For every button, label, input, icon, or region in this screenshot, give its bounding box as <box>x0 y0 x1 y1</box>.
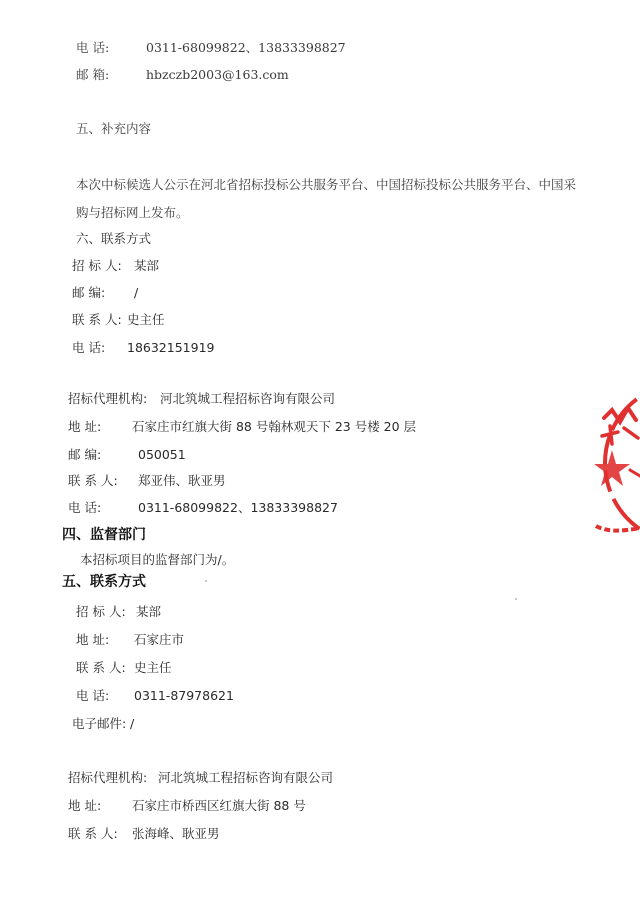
agency1-name-label: 招标代理机构: <box>68 391 148 406</box>
prev-email-row <box>76 67 289 83</box>
agency2-address-row <box>68 798 306 814</box>
agency1-address-value: 石家庄市红旗大街 88 号翰林观天下 23 号楼 20 层 <box>132 419 417 434</box>
contact6-person-row <box>72 312 165 328</box>
agency1-address-label: 地 址: <box>68 419 102 434</box>
agency1-contact-value: 郑亚伟、耿亚男 <box>138 473 226 488</box>
contact5-email-label: 电子邮件: <box>72 716 127 731</box>
contact6-person-label: 联 系 人: <box>72 312 122 327</box>
agency1-postcode-row <box>68 447 186 463</box>
seal-graphic <box>590 378 640 548</box>
contact5-person-row <box>76 660 172 676</box>
prev-email-value: hbzczb2003@163.com <box>146 67 289 82</box>
prev-phone-value: 0311-68099822、13833398827 <box>146 40 346 55</box>
agency2-name-value: 河北筑城工程招标咨询有限公司 <box>158 770 334 785</box>
contact5-person-label: 联 系 人: <box>76 660 126 675</box>
contact6-phone-label: 电 话: <box>72 340 106 355</box>
contact6-tenderer-label: 招 标 人: <box>72 258 122 273</box>
supplement-heading: 五、补充内容 <box>76 121 152 136</box>
agency1-name-value: 河北筑城工程招标咨询有限公司 <box>160 391 336 406</box>
contact6-person-value: 史主任 <box>127 312 165 327</box>
contact6-phone-row <box>72 340 214 356</box>
contact5-phone-value: 0311-87978621 <box>134 688 234 703</box>
contact5-phone-label: 电 话: <box>76 688 110 703</box>
agency2-name-label: 招标代理机构: <box>68 770 148 785</box>
agency2-contact-value: 张海峰、耿亚男 <box>132 826 220 841</box>
contact6-postcode-row <box>72 285 138 301</box>
contact6-tenderer-value: 某部 <box>134 258 160 273</box>
contact5-tenderer-row <box>76 604 161 620</box>
agency2-address-value: 石家庄市桥西区红旗大街 88 号 <box>132 798 306 813</box>
scan-speck <box>205 580 207 582</box>
agency1-name-row <box>68 391 335 407</box>
agency1-postcode-label: 邮 编: <box>68 447 102 462</box>
scan-speck <box>515 598 517 600</box>
contact6-postcode-label: 邮 编: <box>72 285 106 300</box>
supplement-paragraph-line2: 购与招标网上发布。 <box>76 205 189 220</box>
contact5-phone-row <box>76 688 234 704</box>
agency1-phone-row <box>68 500 338 516</box>
contact5-email-row <box>72 716 134 732</box>
contact5-address-label: 地 址: <box>76 632 110 647</box>
agency1-contact-label: 联 系 人: <box>68 473 118 488</box>
contact6-heading: 六、联系方式 <box>76 231 152 246</box>
contact6-phone-value: 18632151919 <box>127 340 215 355</box>
contact6-postcode-value: / <box>134 285 139 300</box>
contact5-address-row <box>76 632 184 648</box>
agency1-phone-label: 电 话: <box>68 500 102 515</box>
agency2-contact-label: 联 系 人: <box>68 826 118 841</box>
agency2-name-row <box>68 770 333 786</box>
agency2-address-label: 地 址: <box>68 798 102 813</box>
agency2-contact-row <box>68 826 220 842</box>
supervision-heading: 四、监督部门 <box>62 527 146 543</box>
agency1-address-row <box>68 419 416 435</box>
supplement-paragraph-line1: 本次中标候选人公示在河北省招标投标公共服务平台、中国招标投标公共服务平台、中国采 <box>76 177 577 192</box>
contact5-tenderer-label: 招 标 人: <box>76 604 126 619</box>
contact5-person-value: 史主任 <box>134 660 172 675</box>
contact5-tenderer-value: 某部 <box>136 604 162 619</box>
agency1-postcode-value: 050051 <box>138 447 186 462</box>
contact5-address-value: 石家庄市 <box>134 632 185 647</box>
prev-email-label: 邮 箱: <box>76 67 110 82</box>
official-seal <box>590 378 640 548</box>
agency1-phone-value: 0311-68099822、13833398827 <box>138 500 338 515</box>
prev-phone-row <box>76 40 346 56</box>
contact5-email-value: / <box>130 716 135 731</box>
prev-phone-label: 电 话: <box>76 40 110 55</box>
contact5-heading: 五、联系方式 <box>62 574 146 590</box>
contact6-tenderer-row <box>72 258 159 274</box>
agency1-contact-row <box>68 473 226 489</box>
supervision-text: 本招标项目的监督部门为/。 <box>80 552 235 567</box>
